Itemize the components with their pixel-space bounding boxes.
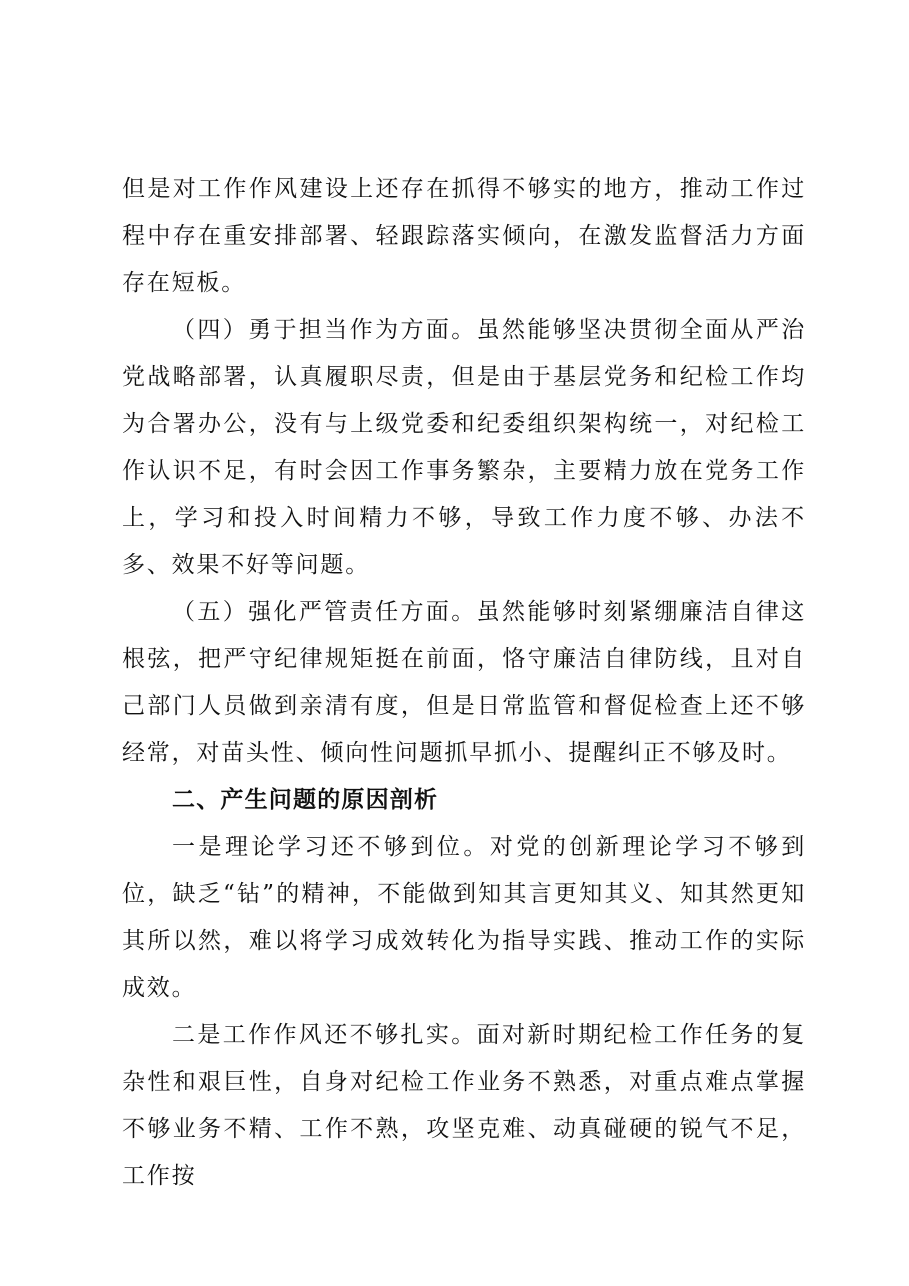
paragraph-continuation: 但是对工作作风建设上还存在抓得不够实的地方，推动工作过程中存在重安排部署、轻跟踪落实倾向，在激发监督活力方面存在短板。 <box>122 176 806 296</box>
paragraph-cause-1: 一是理论学习还不够到位。对党的创新理论学习不够到位，缺乏“钻”的精神，不能做到知其言更知其义、知其然更知其所以然，难以将学习成效转化为指导实践、推动工作的实际成效。 <box>122 834 806 1001</box>
paragraph-section-4: （四）勇于担当作为方面。虽然能够坚决贯彻全面从严治党战略部署，认真履职尽责，但是由于基层党务和纪检工作均为合署办公，没有与上级党委和纪委组织架构统一，对纪检工作认识不足，有时会因工作事务繁杂，主要精力放在党务工作上，学习和投入时间精力不够，导致工作力度不够、办法不多、效果不好等问题。 <box>122 317 806 578</box>
paragraph-cause-2: 二是工作作风还不够扎实。面对新时期纪检工作任务的复杂性和艰巨性，自身对纪检工作业务不熟悉，对重点难点掌握不够业务不精、工作不熟，攻坚克难、动真碰硬的锐气不足，工作按 <box>122 1022 806 1189</box>
paragraph-section-5: （五）强化严管责任方面。虽然能够时刻紧绷廉洁自律这根弦，把严守纪律规矩挺在前面，恪守廉洁自律防线，且对自己部门人员做到亲清有度，但是日常监管和督促检查上还不够经常，对苗头性、倾向性问题抓早抓小、提醒纠正不够及时。 <box>122 599 806 766</box>
section-heading: 二、产生问题的原因剖析 <box>172 787 439 813</box>
document-body <box>122 166 806 1200</box>
